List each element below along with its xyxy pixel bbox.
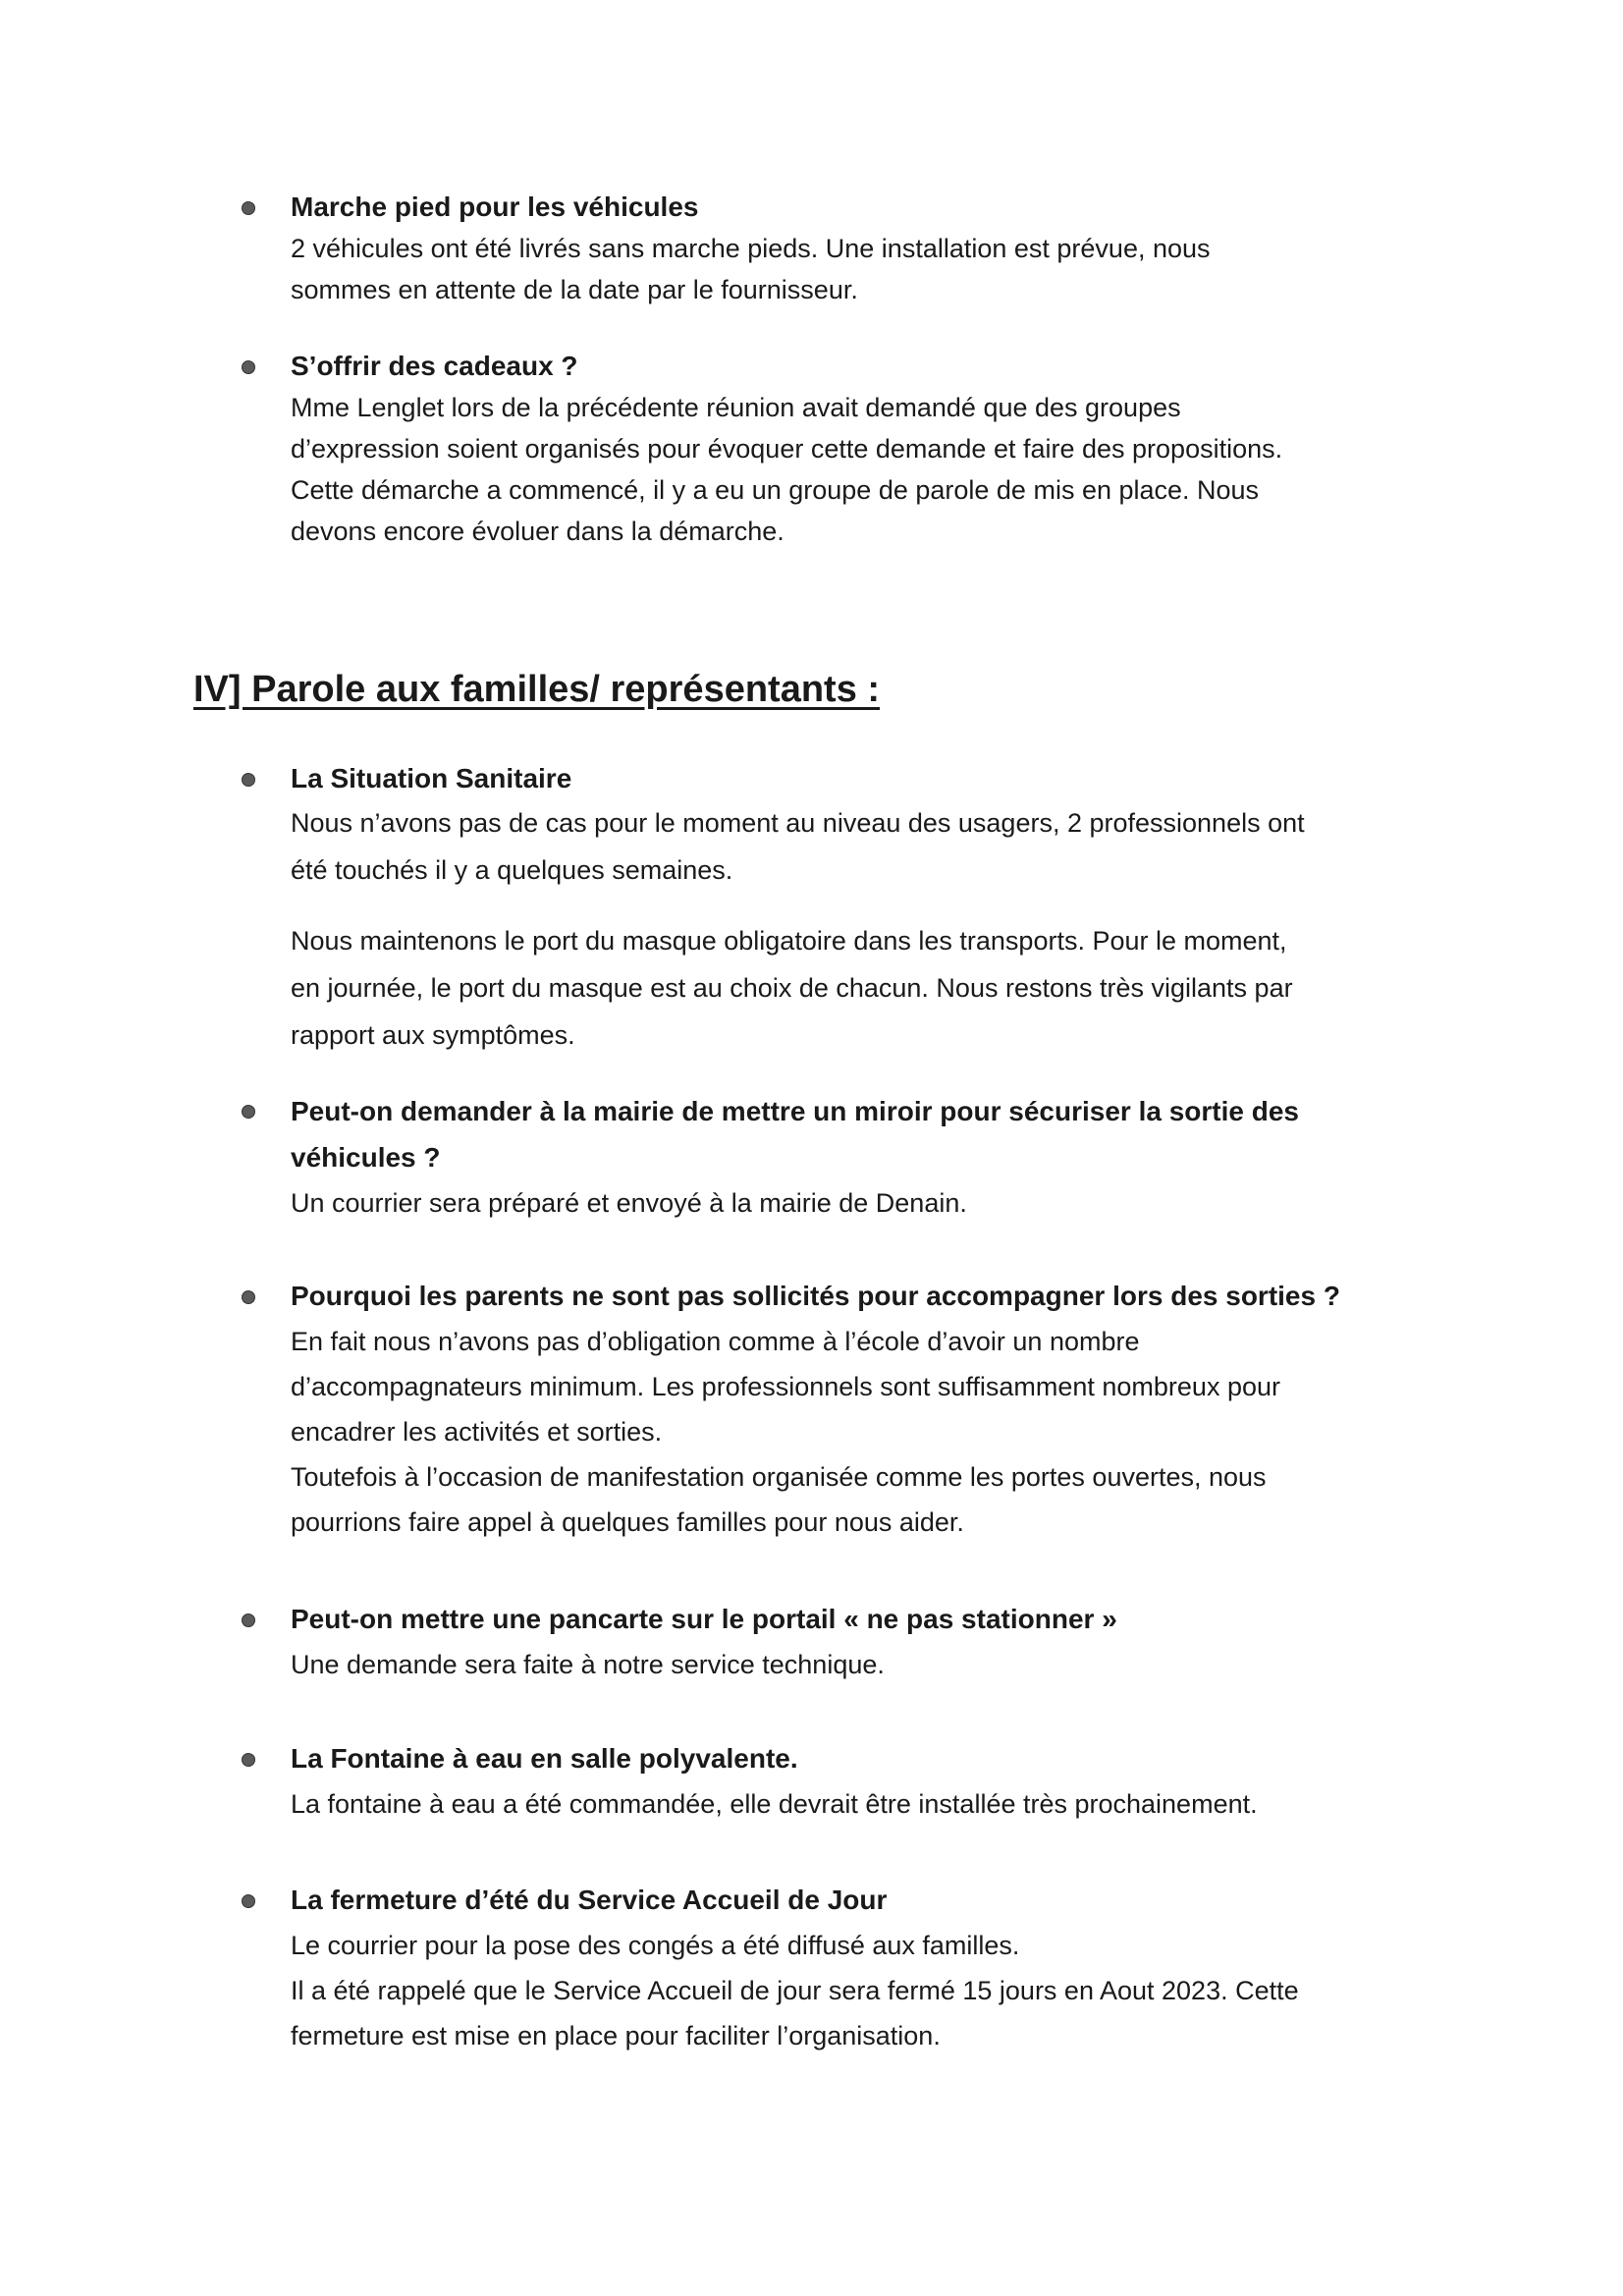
- item-title: S’offrir des cadeaux ?: [291, 351, 578, 381]
- item-content: [291, 1736, 1449, 1827]
- item-text-line: Mme Lenglet lors de la précédente réunion avait demandé que des groupes: [291, 393, 1181, 422]
- item-text-line: 2 véhicules ont été livrés sans marche pieds. Une installation est prévue, nous: [291, 234, 1211, 263]
- item-content: [291, 1597, 1449, 1687]
- item-text-line: Nous maintenons le port du masque obligatoire dans les transports. Pour le moment,: [291, 926, 1287, 956]
- bullet-icon: [242, 1613, 255, 1627]
- item-text-line: devons encore évoluer dans la démarche.: [291, 517, 784, 546]
- item-text-line: En fait nous n’avons pas d’obligation comme à l’école d’avoir un nombre: [291, 1327, 1140, 1356]
- item-title: Pourquoi les parents ne sont pas sollicités pour accompagner lors des sorties ?: [291, 1281, 1340, 1311]
- item-text-line: sommes en attente de la date par le fournisseur.: [291, 275, 858, 304]
- item-title: Marche pied pour les véhicules: [291, 191, 699, 222]
- item-text-line: Cette démarche a commencé, il y a eu un groupe de parole de mis en place. Nous: [291, 475, 1260, 505]
- section-heading: IV] Parole aux familles/ représentants :: [193, 669, 881, 710]
- item-text-line: Il a été rappelé que le Service Accueil de jour sera fermé 15 jours en Aout 2023. Cette: [291, 1976, 1299, 2005]
- bullet-icon: [242, 773, 255, 787]
- bullet-icon: [242, 360, 255, 374]
- bullet-icon: [242, 201, 255, 215]
- item-text-line: Un courrier sera préparé et envoyé à la mairie de Denain.: [291, 1188, 967, 1218]
- item-text-line: Le courrier pour la pose des congés a été diffusé aux familles.: [291, 1931, 1020, 1960]
- item-content: [291, 758, 1449, 1059]
- paragraph-gap: [291, 894, 1449, 917]
- item-content: [291, 1088, 1449, 1226]
- item-text-line: pourrions faire appel à quelques familles pour nous aider.: [291, 1507, 964, 1537]
- item-text-line: Toutefois à l’occasion de manifestation organisée comme les portes ouvertes, nous: [291, 1462, 1267, 1492]
- item-title: Peut-on mettre une pancarte sur le portail « ne pas stationner »: [291, 1604, 1117, 1634]
- item-title: La Fontaine à eau en salle polyvalente.: [291, 1743, 798, 1774]
- item-text-line: fermeture est mise en place pour faciliter l’organisation.: [291, 2021, 941, 2050]
- bullet-icon: [242, 1105, 255, 1119]
- item-content: [291, 346, 1449, 552]
- item-text-line: Nous n’avons pas de cas pour le moment au niveau des usagers, 2 professionnels ont: [291, 808, 1305, 838]
- item-text-line: La fontaine à eau a été commandée, elle devrait être installée très prochainement.: [291, 1789, 1258, 1819]
- bullet-icon: [242, 1753, 255, 1767]
- item-content: [291, 1274, 1449, 1545]
- item-text-line: encadrer les activités et sorties.: [291, 1417, 663, 1447]
- item-text-line: été touchés il y a quelques semaines.: [291, 855, 733, 885]
- item-title: Peut-on demander à la mairie de mettre un miroir pour sécuriser la sortie des: [291, 1096, 1299, 1126]
- bullet-icon: [242, 1290, 255, 1304]
- item-title: La Situation Sanitaire: [291, 763, 572, 793]
- item-content: [291, 187, 1449, 310]
- item-text-line: d’expression soient organisés pour évoquer cette demande et faire des propositions.: [291, 434, 1283, 464]
- item-text-line: rapport aux symptômes.: [291, 1020, 575, 1050]
- item-text-line: en journée, le port du masque est au choix de chacun. Nous restons très vigilants par: [291, 973, 1293, 1003]
- bullet-icon: [242, 1894, 255, 1908]
- item-text-line: Une demande sera faite à notre service technique.: [291, 1650, 885, 1679]
- item-title: La fermeture d’été du Service Accueil de Jour: [291, 1885, 888, 1915]
- item-text-line: d’accompagnateurs minimum. Les professionnels sont suffisamment nombreux pour: [291, 1372, 1280, 1401]
- item-title: véhicules ?: [291, 1142, 441, 1173]
- item-content: [291, 1878, 1449, 2058]
